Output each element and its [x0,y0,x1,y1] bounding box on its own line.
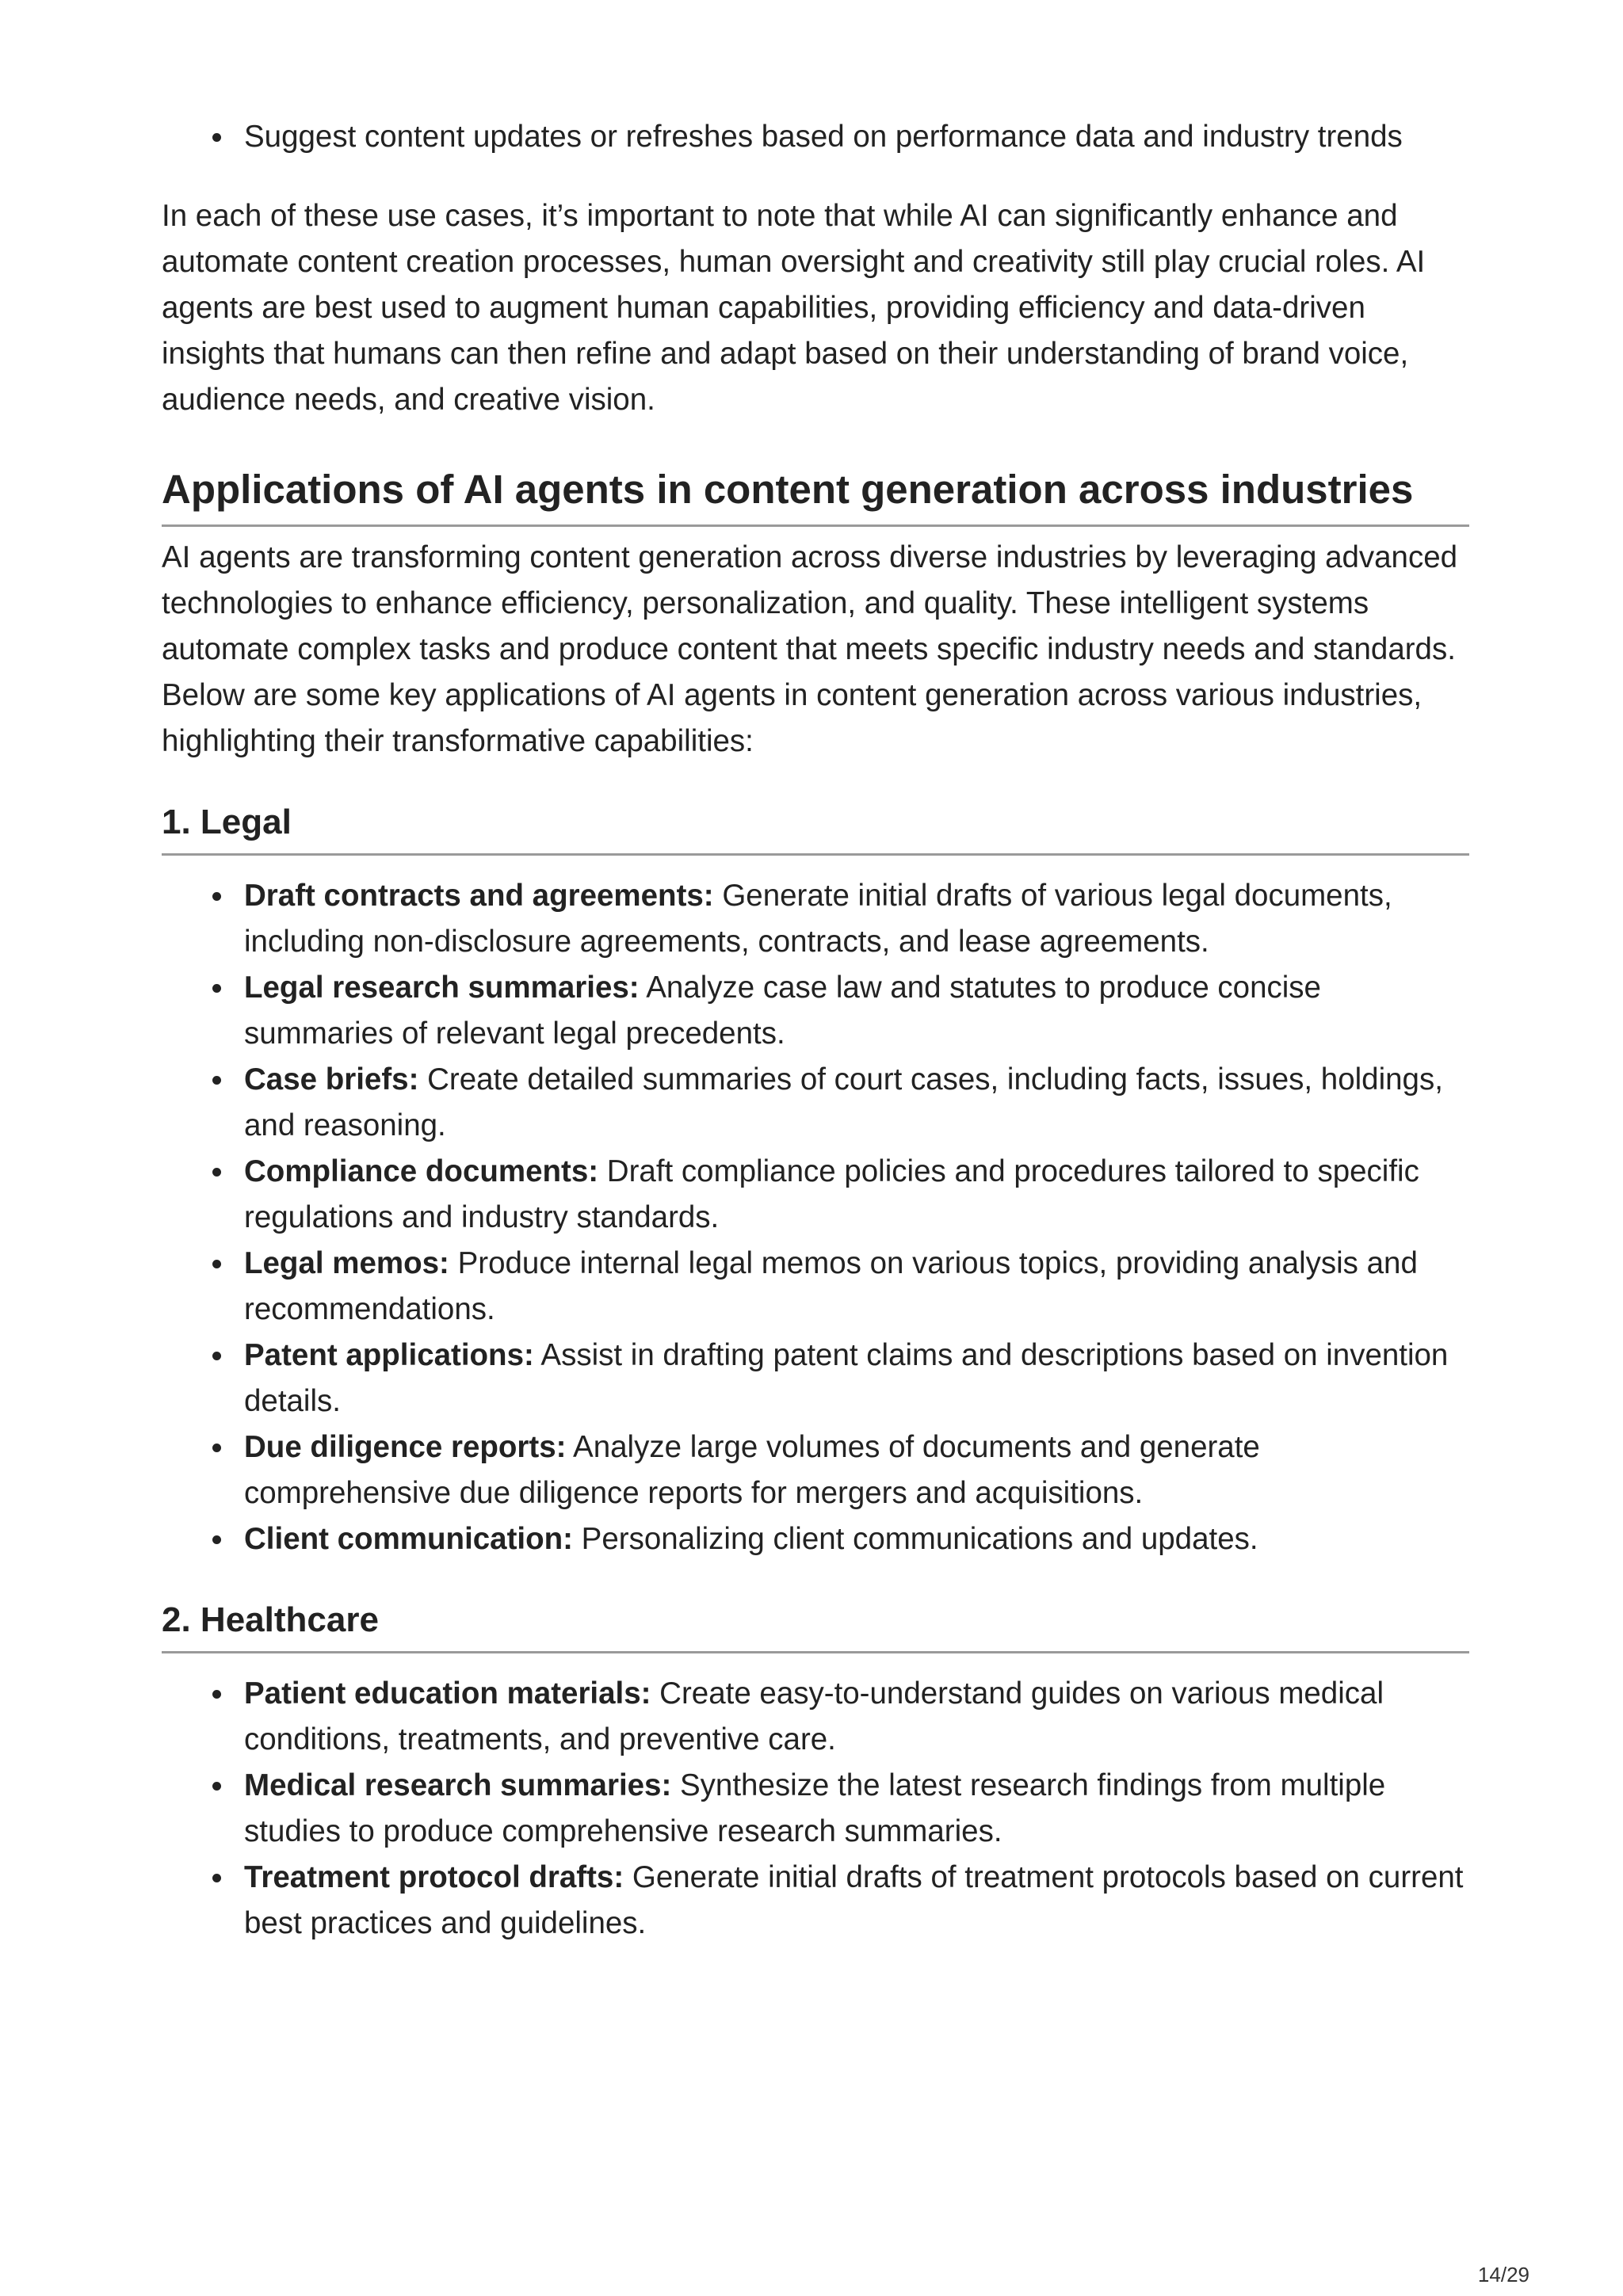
bullet-dot [212,892,221,901]
bullet-dot [212,1076,221,1085]
list-item-text: Analyze case law and statutes to produce concise summaries of relevant legal precedents. [244,971,1321,1051]
list-item-title: Patient education materials: [244,1676,651,1711]
list-item-text: Synthesize the latest research findings from multiple studies to produce comprehensive research summaries. [244,1768,1386,1848]
list-item [244,1333,1469,1425]
list-item-title: Legal memos: [244,1246,449,1280]
list-item [244,873,1469,965]
list-item-title: Treatment protocol drafts: [244,1860,624,1894]
list-item [244,1671,1469,1763]
legal-heading: 1. Legal [162,801,1469,856]
list-item-text: Create easy-to-understand guides on various medical conditions, treatments, and preventive care. [244,1676,1384,1756]
intro-paragraph: In each of these use cases, it’s important to note that while AI can significantly enhance and automate content creation processes, human oversight and creativity still play crucial roles. AI agents are best used to augment human capabilities, providing efficiency and data-driven insights that humans can then refine and adapt based on their understanding of brand voice, audience needs, and creative vision. [162,199,1426,417]
list-item-text: Personalizing client communications and updates. [572,1522,1258,1556]
bullet-dot [212,1535,221,1544]
intro-bullet-list [162,114,1469,160]
list-item-text: Produce internal legal memos on various topics, providing analysis and recommendations. [244,1246,1418,1326]
section-heading: Applications of AI agents in content generation across industries [162,466,1469,527]
page-number: 14/29 [1477,2263,1529,2286]
list-item-title: Compliance documents: [244,1154,599,1188]
list-item [244,1855,1469,1947]
bullet-dot [212,984,221,993]
document-page [162,114,1469,1947]
list-item [244,114,1417,160]
bullet-dot [212,1690,221,1699]
bullet-dot [212,1168,221,1177]
list-item-title: Due diligence reports: [244,1430,567,1464]
list-item-text: Generate initial drafts of treatment protocols based on current best practices and guidelines. [244,1860,1464,1940]
bullet-dot [212,133,221,142]
list-item-text: Analyze large volumes of documents and generate comprehensive due diligence reports for mergers and acquisitions. [244,1430,1260,1510]
list-item-title: Client communication: [244,1522,573,1556]
list-item [244,1149,1469,1241]
list-item [244,1763,1469,1855]
bullet-dot [212,1782,221,1791]
list-item-text: Draft compliance policies and procedures tailored to specific regulations and industry standards. [244,1154,1419,1234]
section-paragraph: AI agents are transforming content generation across diverse industries by leveraging advanced technologies to enhance efficiency, personalization, and quality. These intelligent systems automate complex tasks and produce content that meets specific industry needs and standards. Below are some key applications of AI agents in content generation across various industries, highlighting their transformative capabilities: [162,540,1458,758]
healthcare-heading: 2. Healthcare [162,1599,1469,1653]
list-item-text: Create detailed summaries of court cases, including facts, issues, holdings, and reasoning. [244,1062,1443,1142]
list-item-title: Medical research summaries: [244,1768,672,1802]
legal-list [162,873,1469,1562]
bullet-dot [212,1444,221,1452]
list-item [244,965,1469,1057]
list-item-text: Suggest content updates or refreshes based on performance data and industry trends [244,120,1403,154]
list-item [244,1516,1469,1562]
list-item-text: Assist in drafting patent claims and descriptions based on invention details. [244,1338,1449,1418]
list-item-title: Legal research summaries: [244,971,640,1005]
bullet-dot [212,1874,221,1882]
list-item-title: Draft contracts and agreements: [244,879,714,913]
list-item-text: Generate initial drafts of various legal documents, including non-disclosure agreements, contracts, and lease agreements. [244,879,1392,959]
list-item [244,1425,1469,1516]
list-item-title: Case briefs: [244,1062,419,1097]
bullet-dot [212,1352,221,1360]
healthcare-list [162,1671,1469,1947]
list-item-title: Patent applications: [244,1338,534,1372]
bullet-dot [212,1260,221,1268]
list-item [244,1241,1469,1333]
list-item [244,1057,1469,1149]
